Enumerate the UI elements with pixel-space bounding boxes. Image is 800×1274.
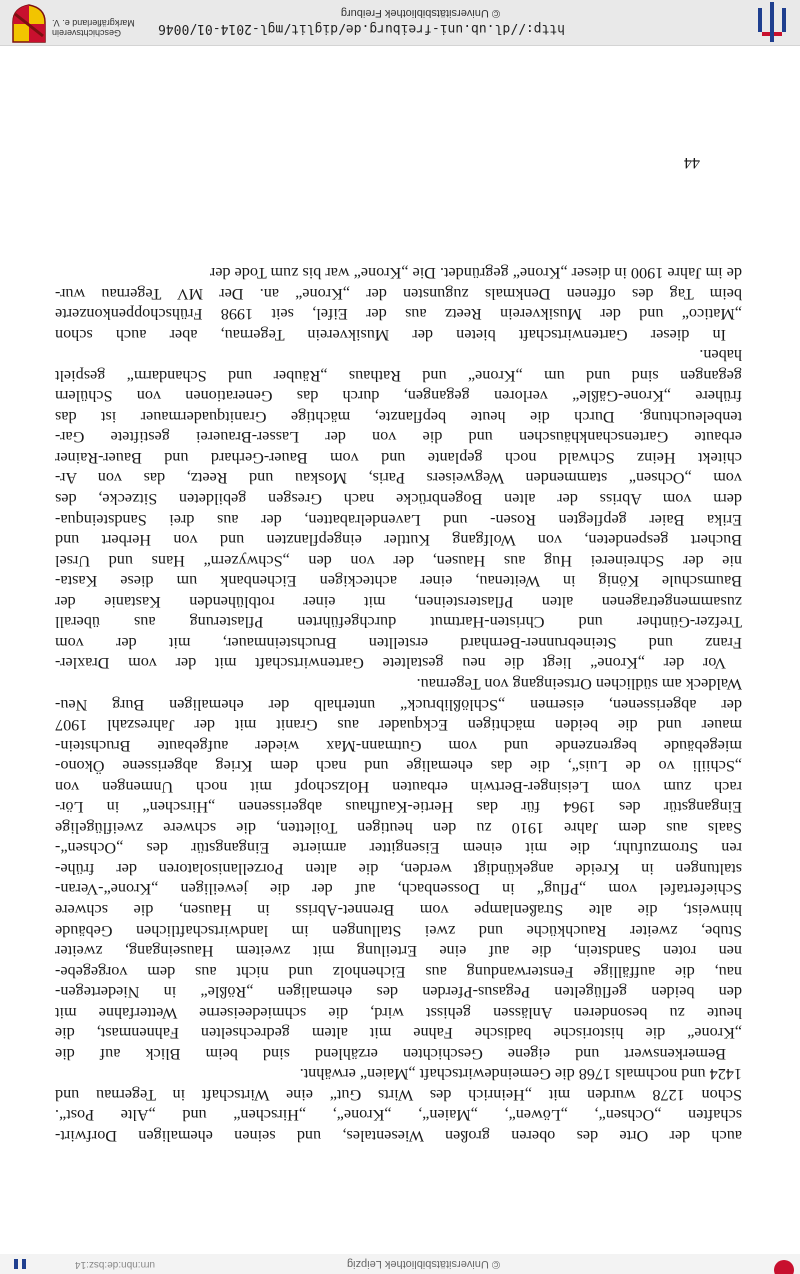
text-line: „Krone“ die historische badische Fahne mit altem gedrechselten Fahnenmast, die: [55, 1024, 742, 1043]
text-line: rach zum vom Leisinger-Bertwin erbauten Holzschopf mit noch Unmengen von: [55, 777, 742, 796]
text-line: Saals aus dem Jahre 1910 zu den heutigen Toiletten, die schwere zweiflügelige: [55, 818, 742, 837]
text-line: de im Jahre 1900 in dieser „Krone“ gegründet. Die „Krone“ war bis zum Tode der: [209, 264, 742, 283]
text-line: nie der Schreinerei Hug aus Hausen, der von den „Schwyzern“ Hans und Ursel: [55, 551, 742, 570]
text-line: nen roten Sandstein, die auf eine Erteilung mit zweitem Hauseingang, zweiter: [55, 942, 742, 961]
header-seal-icon: [770, 1254, 798, 1274]
university-library-logo-icon[interactable]: [748, 2, 792, 42]
text-line: Trefzer-Günther und Christen-Hartmut durchgeführten Pflasterung aus überall: [55, 613, 742, 632]
text-line: chitekt Heinz Schwald noch geplante und vom Bauer-Gerhard und Bauer-Rainer: [55, 448, 742, 467]
text-line: gegangen sind und um „Krone“ und Rathaus „Räuber und Schandarm“ gespielt: [55, 366, 742, 385]
society-name-line2: Markgräflerland e. V.: [52, 18, 135, 28]
text-line: nau, die auffällige Fensterwandung aus Eichenholz und nicht aus dem vorgegebe-: [55, 962, 742, 981]
text-line: hinweist, die alte Straßenlampe vom Brennet-Abriss in Hausen, die schwere: [55, 900, 742, 919]
text-line: ren Stromzufuhr, die mit einem Eisengitter armierte Eingangstür des „Ochsen“-: [55, 839, 742, 858]
text-line: Franz und Steinebrunner-Bernhard erstellten Bruchsteinmauer, mit der vom: [55, 633, 742, 652]
header-provider-text: © Universitätsbibliothek Leipzig: [346, 1258, 500, 1270]
text-line: frühere „Krone-Gäßle“ verloren gegangen, durch das Generationen von Schülern: [55, 387, 742, 406]
text-line: den beiden geflügelten Pegasus-Pferden des ehemaligen „Rößle“ in Niedertegen-: [55, 983, 742, 1002]
text-line: schaften „Ochsen“, „Löwen“, „Maien“, „Krone“, „Hirschen“ und „Alte Post“.: [55, 1106, 742, 1125]
society-name: [52, 18, 152, 38]
text-line: staltungen in Kreide angekündigt werden, die alten Porzellanisolatoren der frühe-: [55, 859, 742, 878]
permalink-url[interactable]: http://dl.ub.uni-freiburg.de/diglit/mgl-2014-01/0046: [158, 21, 565, 36]
text-line: miegebäude begrenzende und vom Gutmann-Max wieder aufgebaute Bruchstein-: [55, 736, 742, 755]
society-name-line1: Geschichtsverein: [52, 28, 122, 38]
page-number: 44: [684, 154, 700, 171]
copyright-text: © Universitätsbibliothek Freiburg: [340, 7, 500, 19]
text-line: zusammengetragenen alten Pflastersteinen, mit einer rotblühenden Kastanie der: [55, 592, 742, 611]
text-line: mauer und die beiden mächtigen Eckquader aus Granit mit der Jahreszahl 1907: [55, 716, 742, 735]
text-line: der abgerissenen, eisernen „Schlößlibruck“ unterhalb der ehemaligen Burg Neu-: [55, 695, 742, 714]
text-line: haben.: [699, 346, 742, 365]
text-line: „Schiili vo de Luis“, die das ehemalige und nach dem Krieg abgerissene Ökono-: [55, 757, 742, 776]
text-line: vom „Ochsen“ stammenden Wegweisers Paris, Moskau und Reetz, das von Ar-: [55, 469, 742, 488]
text-line: „Matico“ und der Musikverein Reetz aus der Eifel, seit 1998 Frühschoppenkonzerte: [55, 305, 742, 324]
text-line: auch der Orte des oberen großen Wiesentales, und seinen ehemaligen Dorfwirt-: [55, 1127, 742, 1145]
header-urn-text: urn:nbn:de:bsz:14: [74, 1259, 155, 1270]
text-line: dern vom Abriss der alten Bogenbrücke nach Gresgen gebildeten Sitzecke, des: [55, 490, 742, 509]
leipzig-logo-icon: [0, 1256, 30, 1272]
text-line: tenbeleuchtung. Durch die heute bepflanzte, mächtige Granitquadermauer ist das: [55, 407, 742, 426]
text-line: beim Tag des offenen Denkmals zugunsten der „Krone“ an. Der MV Tegernau wur-: [55, 284, 742, 303]
text-line: Buchert gespendeten, von Wolfgang Kuttler eingepflanzten und von Herbert und: [55, 531, 742, 550]
article-text: [55, 262, 742, 1146]
text-line: Waldeck am südlichen Ortseingang von Tegernau.: [416, 674, 742, 693]
text-line: Erika Baier gepflegten Rosen- und Lavendelrabatten, der aus drei Sandsteinqua-: [55, 510, 742, 529]
text-line: heute zu besonderen Anlässen gehisst wird, die schmiedeeiserne Wetterfahne mit: [55, 1003, 742, 1022]
text-line: Bemerkenswert und eigene Geschichten erzählend sind beim Blick auf die: [55, 1044, 726, 1063]
text-line: In dieser Gartenwirtschaft bieten der Musikverein Tegernau, aber auch schon: [55, 325, 726, 344]
text-line: Eingangstür des 1964 für das Hertie-Kaufhaus abgerissenen „Hirschen“ in Lör-: [55, 798, 742, 817]
text-line: erbaute Gartenschankhäuschen und die von der Lasser-Brauerei gestiftete Gar-: [55, 428, 742, 447]
text-line: Vor der „Krone“ liegt die neu gestaltete Gartenwirtschaft mit der vom Draxler-: [55, 654, 726, 673]
text-line: Baumschule König in Weitenau, einer achteckigen Eichenbank um diese Kasta-: [55, 572, 742, 591]
society-crest-icon[interactable]: [10, 4, 48, 44]
text-line: Schiefertafel vom „Pflug“ in Dossenbach, auf der die jeweiligen „Krone“-Veran-: [55, 880, 742, 899]
text-line: Stube, zweiter Rauchküche und zwei Stallungen im landwirtschaftlichen Gebäude: [55, 921, 742, 940]
text-line: 1424 und nochmals 1768 die Gemeindewirtschaft „Maien“ erwähnt.: [299, 1065, 742, 1084]
text-line: Schon 1278 wurden mit „Heinrich des Wirts Gut“ eine Wirtschaft in Tegernau und: [55, 1085, 742, 1104]
